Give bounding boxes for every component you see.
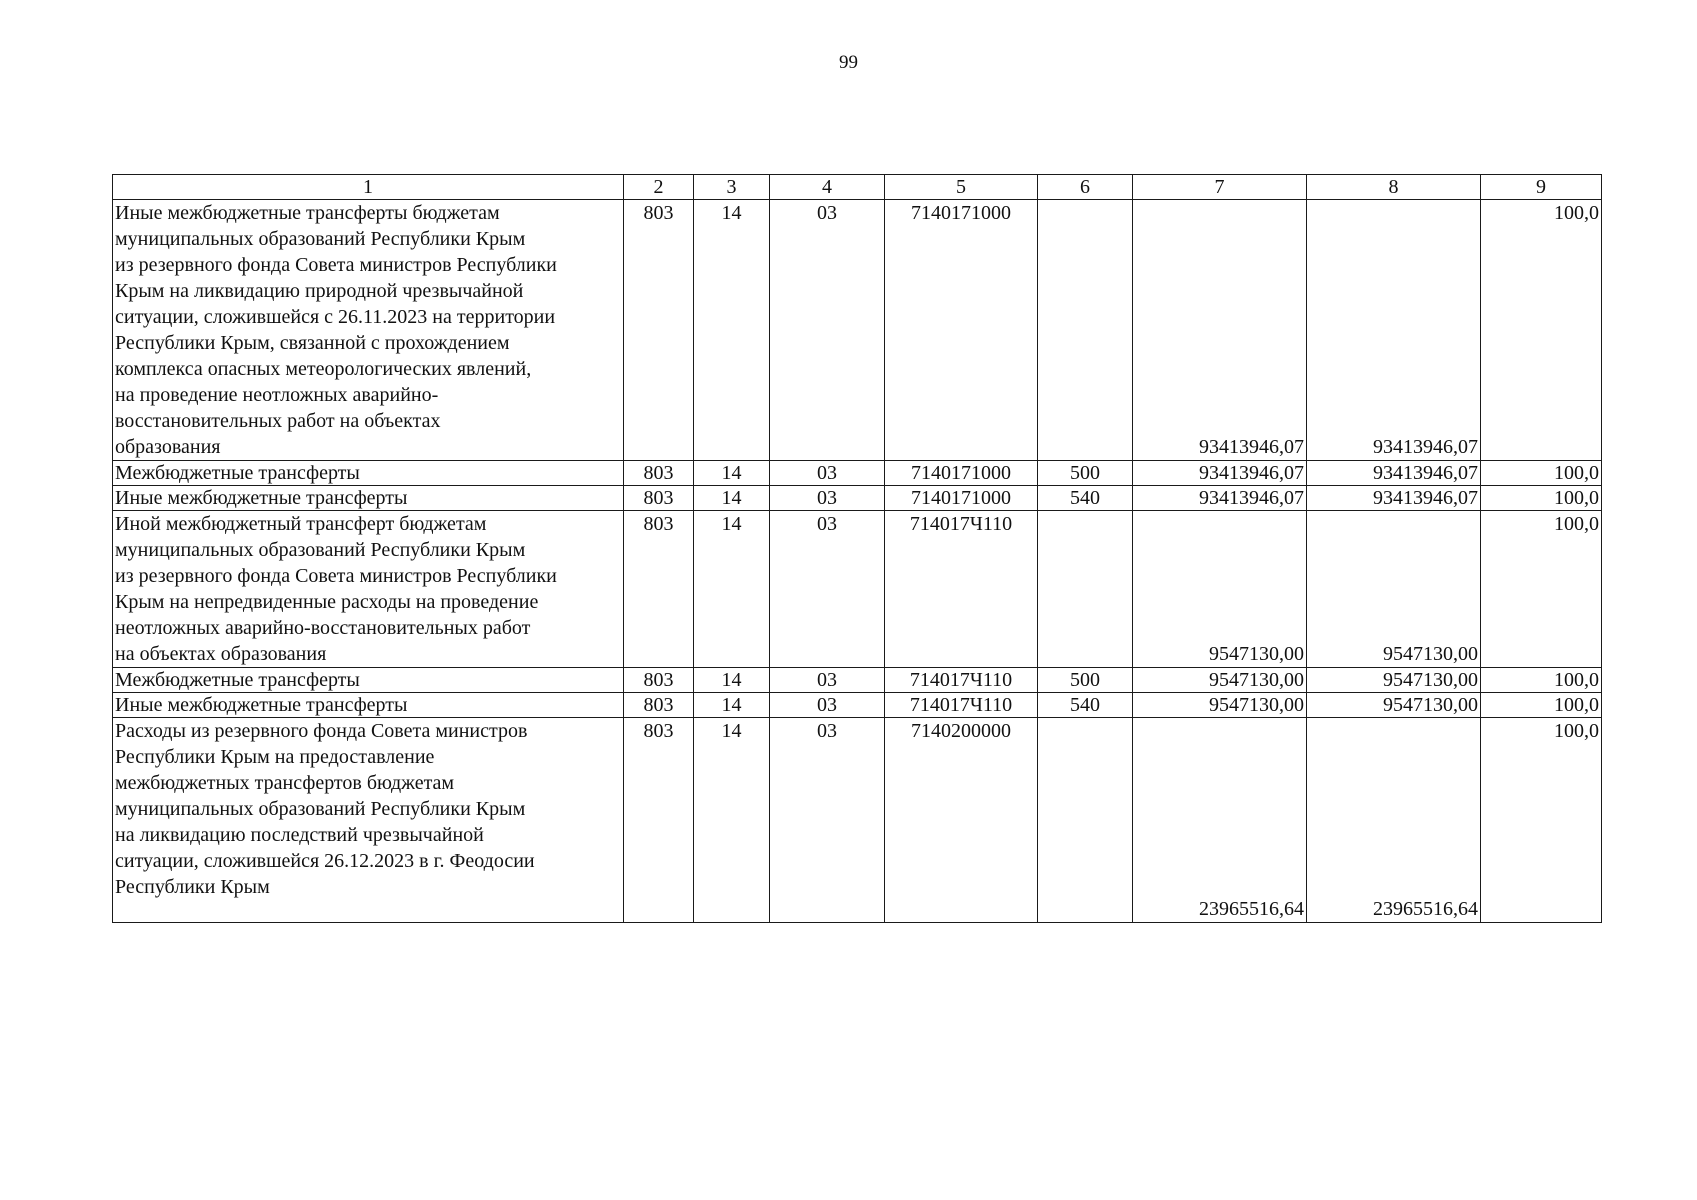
row-description: Расходы из резервного фонда Совета министров Республики Крым на предоставление межбюджетных трансфертов бюджетам муниципальных образований Республики Крым на ликвидацию последствий чрезвычайной ситуации, сложившейся 26.12.2023 в г. Феодосии Республики Крым	[113, 718, 624, 923]
column-header: 7	[1133, 175, 1307, 200]
cell-expense-type: 500	[1038, 668, 1133, 693]
cell-percent: 100,0	[1481, 511, 1602, 668]
table-header-row	[113, 175, 1602, 200]
cell-subsection: 03	[770, 668, 885, 693]
cell-expense-type	[1038, 511, 1133, 668]
cell-amount-planned: 93413946,07	[1133, 461, 1307, 486]
cell-amount-executed: 9547130,00	[1307, 511, 1481, 668]
cell-ministry-code: 803	[624, 668, 694, 693]
row-description: Межбюджетные трансферты	[113, 668, 624, 693]
cell-section: 14	[694, 511, 770, 668]
cell-percent: 100,0	[1481, 461, 1602, 486]
row-description: Иной межбюджетный трансферт бюджетам муниципальных образований Республики Крым из резервного фонда Совета министров Республики Крым на непредвиденные расходы на проведение неотложных аварийно-восстановительных работ на объектах образования	[113, 511, 624, 668]
cell-percent: 100,0	[1481, 718, 1602, 923]
cell-subsection: 03	[770, 693, 885, 718]
cell-expense-type	[1038, 718, 1133, 923]
table-row	[113, 693, 1602, 718]
cell-subsection: 03	[770, 200, 885, 461]
cell-amount-executed: 9547130,00	[1307, 693, 1481, 718]
cell-amount-executed: 23965516,64	[1307, 718, 1481, 923]
cell-target-article: 7140171000	[885, 461, 1038, 486]
table-row	[113, 668, 1602, 693]
row-description: Иные межбюджетные трансферты	[113, 693, 624, 718]
cell-section: 14	[694, 486, 770, 511]
row-description: Иные межбюджетные трансферты	[113, 486, 624, 511]
column-header: 8	[1307, 175, 1481, 200]
budget-table	[112, 174, 1602, 923]
cell-amount-executed: 93413946,07	[1307, 200, 1481, 461]
table-row	[113, 511, 1602, 668]
cell-amount-planned: 9547130,00	[1133, 511, 1307, 668]
cell-target-article: 7140200000	[885, 718, 1038, 923]
cell-ministry-code: 803	[624, 511, 694, 668]
cell-ministry-code: 803	[624, 486, 694, 511]
cell-expense-type: 500	[1038, 461, 1133, 486]
cell-section: 14	[694, 693, 770, 718]
cell-target-article: 714017Ч110	[885, 693, 1038, 718]
cell-ministry-code: 803	[624, 200, 694, 461]
table-row	[113, 486, 1602, 511]
cell-percent: 100,0	[1481, 668, 1602, 693]
cell-amount-executed: 93413946,07	[1307, 486, 1481, 511]
cell-amount-planned: 93413946,07	[1133, 200, 1307, 461]
cell-section: 14	[694, 200, 770, 461]
table-row	[113, 200, 1602, 461]
cell-section: 14	[694, 668, 770, 693]
cell-ministry-code: 803	[624, 693, 694, 718]
cell-amount-planned: 9547130,00	[1133, 693, 1307, 718]
cell-expense-type: 540	[1038, 486, 1133, 511]
cell-amount-executed: 93413946,07	[1307, 461, 1481, 486]
row-description: Иные межбюджетные трансферты бюджетам муниципальных образований Республики Крым из резервного фонда Совета министров Республики Крым на ликвидацию природной чрезвычайной ситуации, сложившейся с 26.11.2023 на территории Республики Крым, связанной с прохождением комплекса опасных метеорологических явлений, на проведение неотложных аварийно- восстановительных работ на объектах образования	[113, 200, 624, 461]
cell-percent: 100,0	[1481, 200, 1602, 461]
cell-target-article: 714017Ч110	[885, 668, 1038, 693]
cell-subsection: 03	[770, 718, 885, 923]
cell-percent: 100,0	[1481, 486, 1602, 511]
cell-ministry-code: 803	[624, 718, 694, 923]
table-row	[113, 461, 1602, 486]
cell-subsection: 03	[770, 486, 885, 511]
table-row	[113, 718, 1602, 923]
column-header: 1	[113, 175, 624, 200]
cell-ministry-code: 803	[624, 461, 694, 486]
cell-target-article: 714017Ч110	[885, 511, 1038, 668]
column-header: 4	[770, 175, 885, 200]
cell-target-article: 7140171000	[885, 200, 1038, 461]
cell-amount-planned: 93413946,07	[1133, 486, 1307, 511]
cell-section: 14	[694, 461, 770, 486]
cell-target-article: 7140171000	[885, 486, 1038, 511]
cell-amount-planned: 23965516,64	[1133, 718, 1307, 923]
cell-subsection: 03	[770, 461, 885, 486]
cell-subsection: 03	[770, 511, 885, 668]
page-number: 99	[839, 52, 858, 73]
cell-amount-planned: 9547130,00	[1133, 668, 1307, 693]
column-header: 5	[885, 175, 1038, 200]
cell-expense-type	[1038, 200, 1133, 461]
cell-percent: 100,0	[1481, 693, 1602, 718]
cell-expense-type: 540	[1038, 693, 1133, 718]
column-header: 9	[1481, 175, 1602, 200]
column-header: 6	[1038, 175, 1133, 200]
cell-amount-executed: 9547130,00	[1307, 668, 1481, 693]
column-header: 2	[624, 175, 694, 200]
row-description: Межбюджетные трансферты	[113, 461, 624, 486]
cell-section: 14	[694, 718, 770, 923]
column-header: 3	[694, 175, 770, 200]
